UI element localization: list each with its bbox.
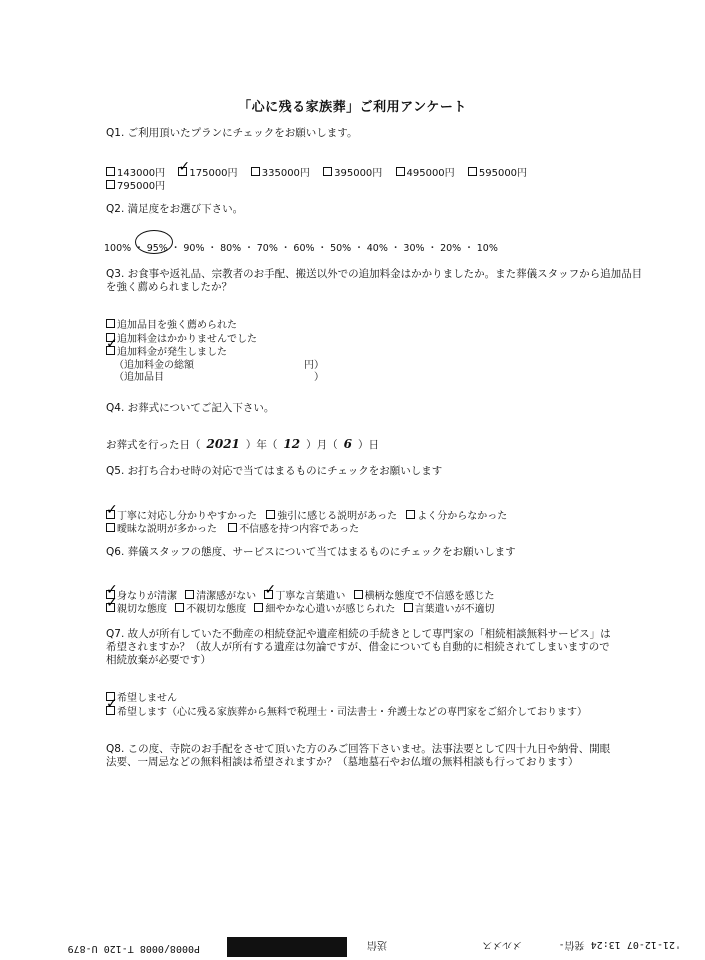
- q1-question: Q1. ご利用頂いたプランにチェックをお願いします。: [106, 127, 358, 139]
- fax-header-line: [0, 937, 705, 957]
- scale-item[interactable]: 70%: [256, 243, 278, 254]
- scale-item[interactable]: 20%: [440, 243, 462, 254]
- check-mark-icon: ✓: [264, 582, 277, 598]
- scale-item[interactable]: 100%: [104, 243, 132, 254]
- q3-amount-line: （追加料金の総額 円）: [114, 359, 324, 371]
- redaction-bar: [227, 937, 347, 957]
- check-mark-icon: ✓: [106, 695, 118, 712]
- check-mark-icon: ✓: [106, 502, 118, 518]
- checkbox-checked[interactable]: [264, 582, 277, 599]
- checkbox[interactable]: [106, 523, 115, 532]
- checkbox[interactable]: [354, 590, 363, 599]
- checkbox[interactable]: [323, 167, 332, 176]
- scale-item[interactable]: 80%: [220, 243, 242, 254]
- q1-option[interactable]: ✓ 175000円: [178, 159, 238, 179]
- checkbox[interactable]: [106, 180, 115, 189]
- q7-options: [106, 692, 616, 719]
- page-title: 「心に残る家族葬」ご利用アンケート: [238, 100, 467, 115]
- checkbox[interactable]: [175, 603, 184, 612]
- q5-options-row2: [106, 520, 369, 535]
- checkbox-checked[interactable]: [106, 695, 118, 715]
- checkbox[interactable]: [106, 319, 115, 328]
- checkbox-checked[interactable]: [178, 159, 191, 176]
- q3-question: Q3. お食事や返礼品、宗教者のお手配、搬送以外での追加料金はかかりましたか。また葬儀スタッフから追加品目を強く薦められましたか？: [106, 268, 643, 293]
- checkbox[interactable]: [406, 510, 415, 519]
- checkbox[interactable]: [396, 167, 405, 176]
- q6-option[interactable]: 細やかな心遣いが感じられた: [254, 600, 395, 615]
- handwritten-circle-mark: [135, 230, 173, 254]
- q6-option[interactable]: 不親切な態度: [175, 600, 246, 615]
- q5-option[interactable]: 強引に感じる説明があった: [266, 507, 397, 522]
- q1-option[interactable]: 495000円: [396, 164, 455, 179]
- q3-options: [106, 319, 324, 385]
- q6-option[interactable]: ✓ 身なりが清潔: [106, 582, 177, 602]
- scale-item[interactable]: 10%: [476, 243, 498, 254]
- q1-option[interactable]: 335000円: [251, 164, 310, 179]
- q1-options-row2: [106, 177, 175, 192]
- checkbox[interactable]: [266, 510, 275, 519]
- scale-item[interactable]: 50%: [330, 243, 352, 254]
- scale-item[interactable]: 30%: [403, 243, 425, 254]
- q1-option[interactable]: 595000円: [468, 164, 527, 179]
- check-mark-icon: ✓: [178, 159, 191, 175]
- fax-page-info: P0008/0008 T-120 U-879: [67, 943, 200, 954]
- checkbox-checked[interactable]: [106, 336, 118, 355]
- scale-item-circled[interactable]: 95%: [146, 243, 168, 254]
- checkbox[interactable]: [106, 167, 115, 176]
- checkbox-checked[interactable]: [106, 502, 118, 519]
- fax-sender-name: メルメス: [482, 939, 522, 950]
- checkbox-checked[interactable]: [106, 595, 118, 612]
- q3-option[interactable]: ✓ 追加料金が発生しました: [106, 336, 227, 358]
- checkbox[interactable]: [251, 167, 260, 176]
- year-value[interactable]: 2021: [206, 437, 240, 451]
- check-mark-icon: ✓: [106, 582, 118, 598]
- fax-send-label: 送信: [367, 939, 387, 950]
- checkbox[interactable]: [228, 523, 237, 532]
- q6-question: Q6. 葬儀スタッフの態度、サービスについて当てはまるものにチェックをお願いします: [106, 546, 516, 558]
- scale-item[interactable]: 90%: [183, 243, 205, 254]
- checkbox[interactable]: [404, 603, 413, 612]
- q6-option[interactable]: 清潔感がない: [185, 587, 256, 602]
- scale-item[interactable]: 60%: [293, 243, 315, 254]
- q1-option[interactable]: 395000円: [323, 164, 382, 179]
- month-value[interactable]: 12: [283, 437, 301, 451]
- q5-option[interactable]: よく分からなかった: [406, 507, 507, 522]
- q3-items-line: （追加品目 ）: [114, 372, 324, 383]
- q7-option[interactable]: 希望しません: [106, 692, 616, 706]
- q5-option[interactable]: 曖昧な説明が多かった: [106, 520, 217, 535]
- scale-item[interactable]: 40%: [366, 243, 388, 254]
- q4-date-line: お葬式を行った日（ 2021 ）年（ 12 ）月（ 6 ）日: [106, 437, 379, 451]
- q3-option[interactable]: 追加品目を強く薦められた: [106, 319, 324, 333]
- q6-option[interactable]: ✓ 丁寧な言葉遣い: [264, 582, 346, 602]
- check-mark-icon: ✓: [106, 336, 118, 352]
- checkbox[interactable]: [185, 590, 194, 599]
- q4-question: Q4. お葬式についてご記入下さい。: [106, 402, 275, 414]
- q5-option[interactable]: ✓ 丁寧に対応し分かりやすかった: [106, 502, 257, 522]
- q6-option[interactable]: 言葉遣いが不適切: [404, 600, 495, 615]
- q3-option[interactable]: 追加料金はかかりませんでした: [106, 333, 324, 347]
- q2-question: Q2. 満足度をお選び下さい。: [106, 203, 244, 215]
- q6-option[interactable]: 横柄な態度で不信感を感じた: [354, 587, 495, 602]
- checkbox[interactable]: [254, 603, 263, 612]
- check-mark-icon: ✓: [106, 595, 118, 611]
- checkbox[interactable]: [468, 167, 477, 176]
- q7-option[interactable]: ✓ 希望します（心に残る家族葬から無料で税理士・司法書士・弁護士などの専門家をご紹介しております）: [106, 695, 587, 718]
- q1-option[interactable]: 143000円: [106, 164, 165, 179]
- day-value[interactable]: 6: [343, 437, 352, 451]
- q5-option[interactable]: 不信感を持つ内容であった: [228, 520, 359, 535]
- q2-scale: 100% ・ 95% ・ 90% ・ 80% ・ 70% ・ 60% ・ 50% ・ 40% ・ 30% ・ 20% ・ 10%: [104, 243, 498, 254]
- q1-option[interactable]: 795000円: [106, 177, 165, 192]
- q8-question: Q8. この度、寺院のお手配をさせて頂いた方のみご回答下さいませ。法事法要として四十九日や納骨、開眼法要、一周忌などの無料相談は希望されますか？（墓地墓石やお仏壇の無料相談も行っております）: [106, 743, 611, 768]
- q5-question: Q5. お打ち合わせ時の対応で当てはまるものにチェックをお願いします: [106, 465, 443, 477]
- fax-timestamp: '21-12-07 13:24 発信-: [558, 939, 681, 950]
- q6-option[interactable]: ✓ 親切な態度: [106, 595, 167, 615]
- q7-question: Q7. 故人が所有していた不動産の相続登記や遺産相続の手続きとして専門家の「相続相談無料サービス」は希望されますか？（故人が所有する遺産は勿論ですが、借金についても自動的に相続されてしまいますので相続放棄が必要です）: [106, 628, 611, 666]
